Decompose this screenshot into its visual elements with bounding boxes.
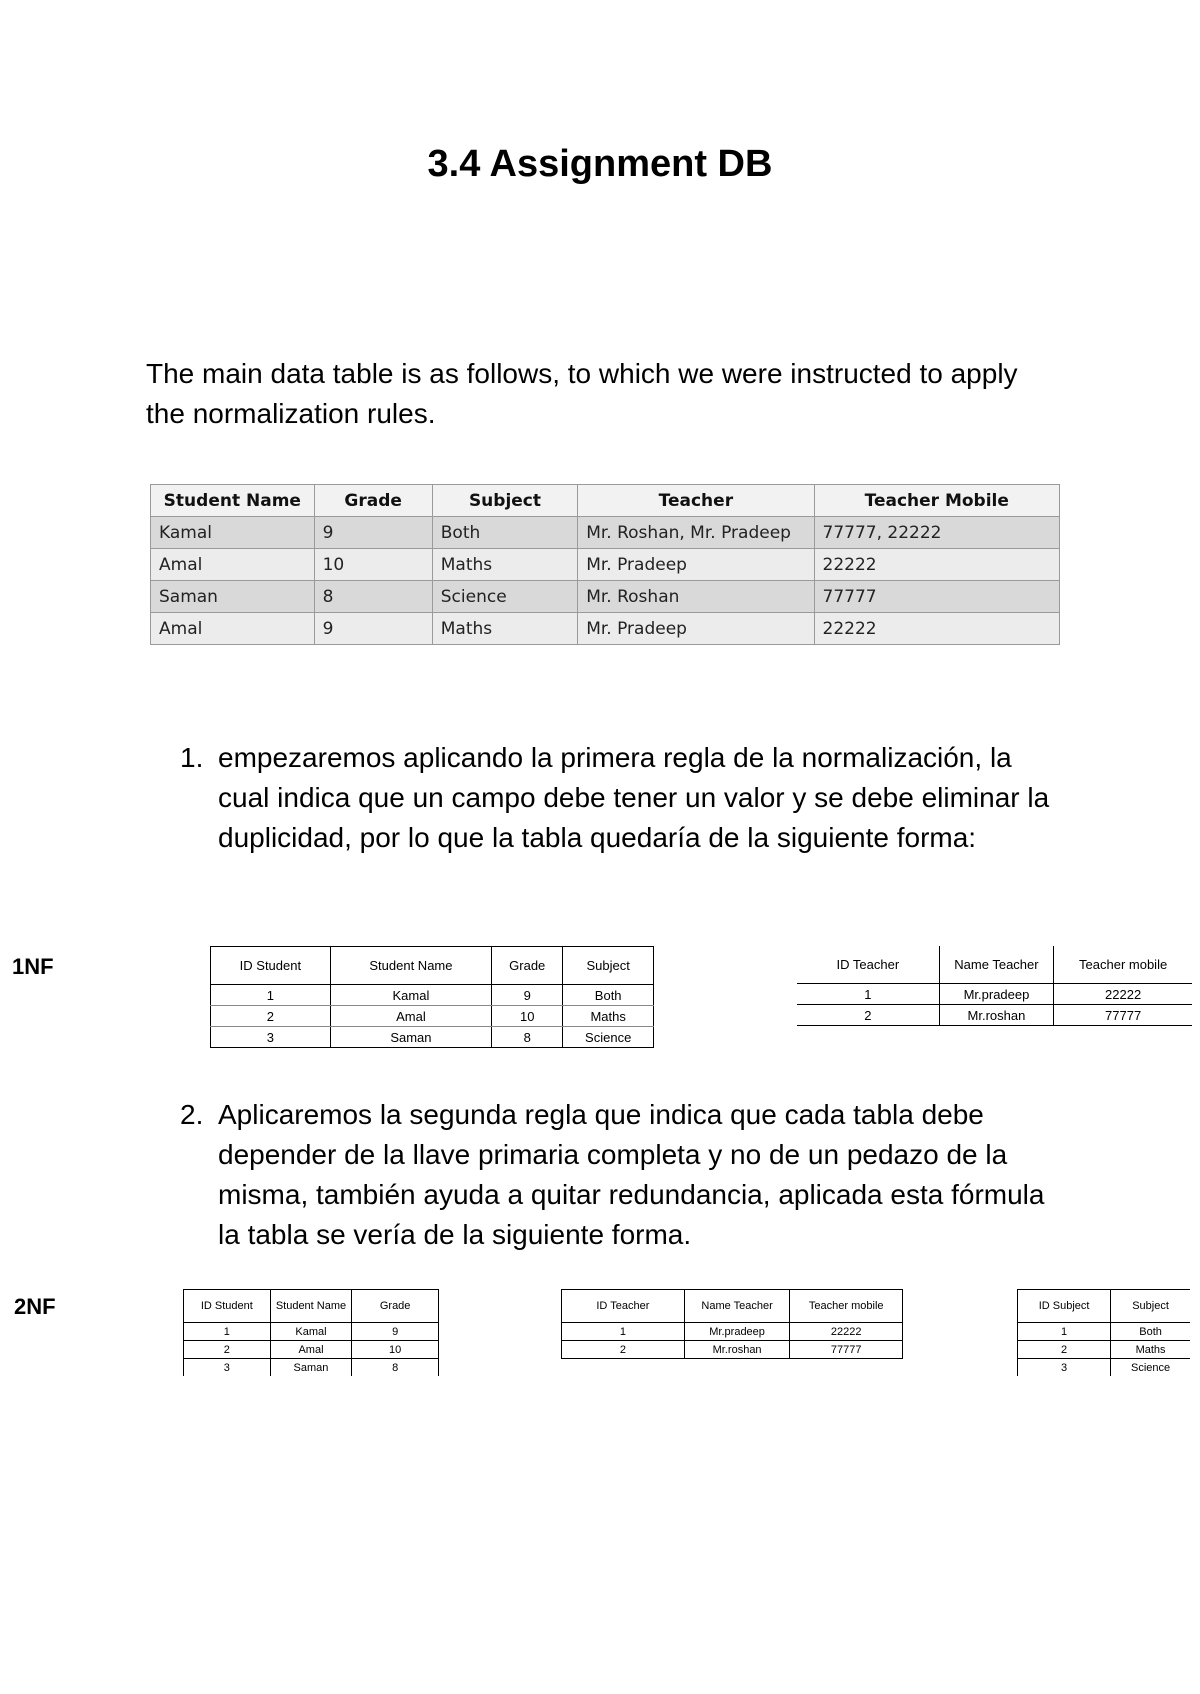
step-text: empezaremos aplicando la primera regla de la normalización, la cual indica que un campo debe tener un valor y se debe eliminar la duplicidad, por lo que la tabla quedaría de la siguiente forma: bbox=[218, 742, 1050, 853]
table-row bbox=[797, 1005, 1192, 1026]
table-cell: Both bbox=[432, 517, 577, 549]
column-header: Subject bbox=[1111, 1290, 1190, 1323]
table-cell: 22222 bbox=[1054, 984, 1192, 1005]
table-cell: 9 bbox=[314, 613, 432, 645]
table-cell: 2 bbox=[562, 1341, 685, 1359]
table-cell: 77777 bbox=[814, 581, 1059, 613]
intro-paragraph: The main data table is as follows, to which we were instructed to apply the normalization rules. bbox=[146, 358, 1018, 429]
table-row bbox=[562, 1341, 903, 1359]
table-cell: 9 bbox=[492, 985, 563, 1006]
section-label-2nf: 2NF bbox=[14, 1294, 56, 1319]
table-cell: Saman bbox=[270, 1359, 352, 1377]
table-row bbox=[211, 985, 654, 1006]
table-cell: Saman bbox=[330, 1027, 491, 1048]
step-2-paragraph bbox=[180, 1095, 1060, 1255]
table-row bbox=[151, 581, 1060, 613]
column-header: ID Student bbox=[211, 947, 331, 985]
table-cell: 77777 bbox=[1054, 1005, 1192, 1026]
table-cell: 10 bbox=[352, 1341, 439, 1359]
table-cell: Science bbox=[1111, 1359, 1190, 1377]
column-header: ID Student bbox=[184, 1290, 271, 1323]
table-cell: Mr.roshan bbox=[684, 1341, 790, 1359]
main-data-table bbox=[150, 484, 1060, 645]
table-cell: Amal bbox=[270, 1341, 352, 1359]
column-header: Teacher bbox=[578, 485, 814, 517]
table-row bbox=[562, 1323, 903, 1341]
table-cell: 22222 bbox=[790, 1323, 903, 1341]
column-header: Name Teacher bbox=[939, 946, 1054, 984]
table-cell: 77777, 22222 bbox=[814, 517, 1059, 549]
column-header: ID Teacher bbox=[797, 946, 939, 984]
column-header: Student Name bbox=[151, 485, 315, 517]
table-cell: Amal bbox=[151, 549, 315, 581]
table-cell: 10 bbox=[492, 1006, 563, 1027]
column-header: Subject bbox=[432, 485, 577, 517]
list-number: 1. bbox=[180, 742, 204, 773]
table-cell: Maths bbox=[432, 549, 577, 581]
table-header-row bbox=[1018, 1290, 1191, 1323]
table-cell: Science bbox=[432, 581, 577, 613]
column-header: Grade bbox=[314, 485, 432, 517]
table-cell: Amal bbox=[151, 613, 315, 645]
table-cell: 8 bbox=[492, 1027, 563, 1048]
table-cell: Saman bbox=[151, 581, 315, 613]
subjects-table-2nf bbox=[1017, 1289, 1190, 1376]
table-row bbox=[184, 1341, 439, 1359]
table-cell: Mr.pradeep bbox=[939, 984, 1054, 1005]
table-cell: 1 bbox=[184, 1323, 271, 1341]
table-cell: Amal bbox=[330, 1006, 491, 1027]
list-number: 2. bbox=[180, 1099, 204, 1130]
column-header: Teacher Mobile bbox=[814, 485, 1059, 517]
table-cell: 22222 bbox=[814, 613, 1059, 645]
table-cell: Science bbox=[563, 1027, 654, 1048]
table-header-row bbox=[151, 485, 1060, 517]
column-header: Student Name bbox=[270, 1290, 352, 1323]
column-header: Subject bbox=[563, 947, 654, 985]
table-cell: 8 bbox=[314, 581, 432, 613]
table-cell: 10 bbox=[314, 549, 432, 581]
students-table-1nf bbox=[210, 946, 654, 1048]
column-header: Grade bbox=[352, 1290, 439, 1323]
table-row bbox=[1018, 1341, 1191, 1359]
table-cell: Mr. Pradeep bbox=[578, 613, 814, 645]
table-cell: Mr. Pradeep bbox=[578, 549, 814, 581]
table-cell: Mr.roshan bbox=[939, 1005, 1054, 1026]
table-cell: 22222 bbox=[814, 549, 1059, 581]
teachers-table-1nf bbox=[797, 946, 1192, 1026]
table-row bbox=[1018, 1323, 1191, 1341]
column-header: ID Teacher bbox=[562, 1290, 685, 1323]
table-cell: Maths bbox=[1111, 1341, 1190, 1359]
step-text: Aplicaremos la segunda regla que indica que cada tabla debe depender de la llave primaria completa y no de un pedazo de la misma, también ayuda a quitar redundancia, aplicada esta fórmula la tabla se vería de la siguiente forma. bbox=[218, 1099, 1045, 1250]
table-cell: Both bbox=[563, 985, 654, 1006]
table-cell: Kamal bbox=[330, 985, 491, 1006]
column-header: ID Subject bbox=[1018, 1290, 1111, 1323]
teachers-table-2nf bbox=[561, 1289, 903, 1359]
table-cell: 2 bbox=[797, 1005, 939, 1026]
students-table-2nf bbox=[183, 1289, 439, 1376]
table-cell: 1 bbox=[211, 985, 331, 1006]
table-header-row bbox=[562, 1290, 903, 1323]
section-label-1nf: 1NF bbox=[12, 954, 54, 979]
table-row bbox=[184, 1359, 439, 1377]
table-row bbox=[797, 984, 1192, 1005]
table-header-row bbox=[211, 947, 654, 985]
table-cell: Maths bbox=[563, 1006, 654, 1027]
table-cell: Mr.pradeep bbox=[684, 1323, 790, 1341]
table-row bbox=[211, 1027, 654, 1048]
table-cell: Kamal bbox=[270, 1323, 352, 1341]
table-header-row bbox=[797, 946, 1192, 984]
table-cell: 1 bbox=[562, 1323, 685, 1341]
table-cell: 3 bbox=[211, 1027, 331, 1048]
table-cell: 8 bbox=[352, 1359, 439, 1377]
table-cell: Kamal bbox=[151, 517, 315, 549]
table-cell: 1 bbox=[797, 984, 939, 1005]
table-cell: 3 bbox=[184, 1359, 271, 1377]
table-cell: 1 bbox=[1018, 1323, 1111, 1341]
table-cell: Maths bbox=[432, 613, 577, 645]
step-1-paragraph bbox=[180, 738, 1060, 858]
column-header: Student Name bbox=[330, 947, 491, 985]
table-cell: Mr. Roshan bbox=[578, 581, 814, 613]
table-cell: Both bbox=[1111, 1323, 1190, 1341]
column-header: Teacher mobile bbox=[790, 1290, 903, 1323]
table-cell: 77777 bbox=[790, 1341, 903, 1359]
table-cell: 9 bbox=[352, 1323, 439, 1341]
table-row bbox=[151, 517, 1060, 549]
table-cell: 9 bbox=[314, 517, 432, 549]
table-row bbox=[1018, 1359, 1191, 1377]
table-row bbox=[151, 549, 1060, 581]
column-header: Teacher mobile bbox=[1054, 946, 1192, 984]
table-row bbox=[151, 613, 1060, 645]
column-header: Grade bbox=[492, 947, 563, 985]
table-cell: 2 bbox=[1018, 1341, 1111, 1359]
table-cell: Mr. Roshan, Mr. Pradeep bbox=[578, 517, 814, 549]
column-header: Name Teacher bbox=[684, 1290, 790, 1323]
table-row bbox=[211, 1006, 654, 1027]
table-cell: 2 bbox=[211, 1006, 331, 1027]
table-row bbox=[184, 1323, 439, 1341]
table-header-row bbox=[184, 1290, 439, 1323]
table-cell: 2 bbox=[184, 1341, 271, 1359]
page-title: 3.4 Assignment DB bbox=[427, 143, 773, 185]
table-cell: 3 bbox=[1061, 1361, 1068, 1374]
